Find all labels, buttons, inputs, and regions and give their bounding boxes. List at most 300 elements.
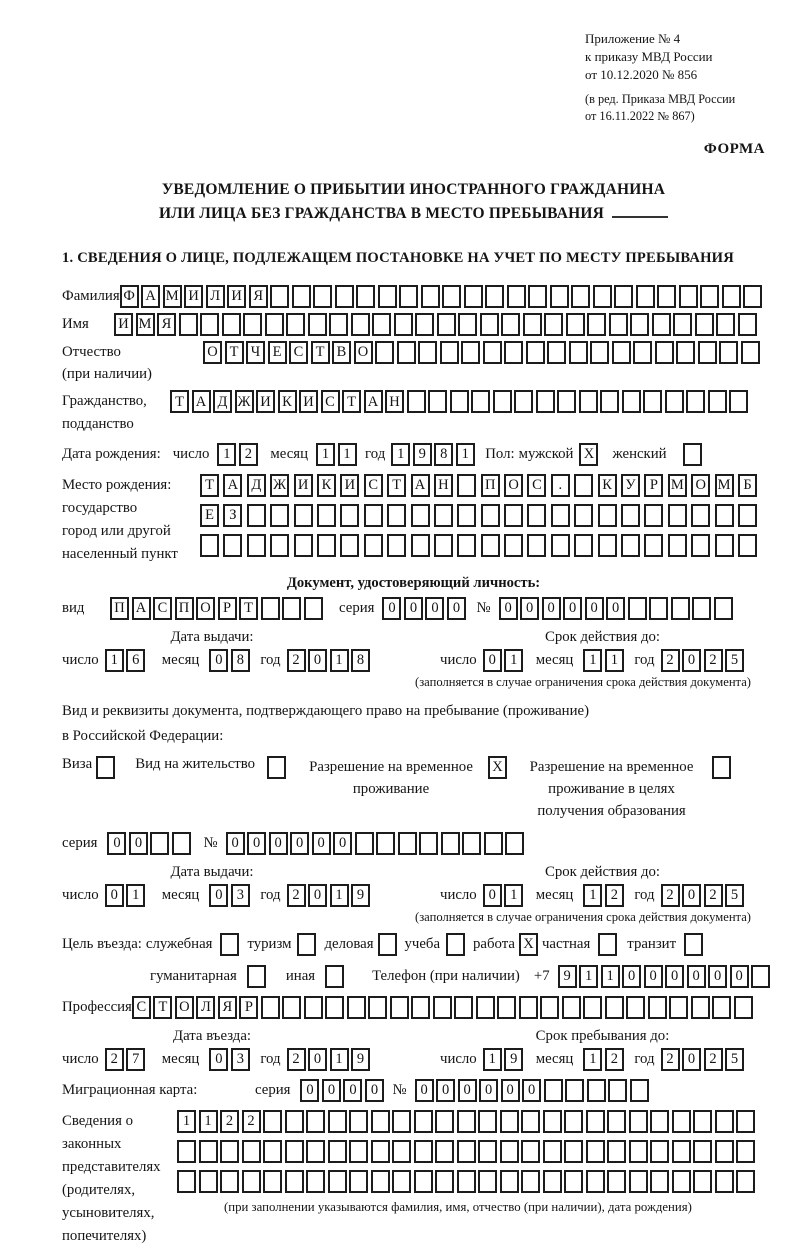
- char-cell[interactable]: [586, 1110, 605, 1133]
- char-cell[interactable]: [325, 996, 344, 1019]
- char-cell[interactable]: [392, 1170, 411, 1193]
- char-cell[interactable]: [523, 313, 542, 336]
- char-cell[interactable]: 0: [563, 597, 582, 620]
- char-cell[interactable]: 0: [425, 597, 444, 620]
- char-cell[interactable]: 0: [129, 832, 148, 855]
- char-cell[interactable]: С: [527, 474, 546, 497]
- char-cell[interactable]: П: [110, 597, 129, 620]
- char-cell[interactable]: [437, 313, 456, 336]
- char-cell[interactable]: 1: [483, 1048, 502, 1071]
- char-cell[interactable]: [414, 1140, 433, 1163]
- char-cell[interactable]: [328, 1140, 347, 1163]
- char-cell[interactable]: [263, 1140, 282, 1163]
- char-cell[interactable]: [247, 504, 266, 527]
- char-cell[interactable]: [375, 341, 394, 364]
- char-cell[interactable]: [419, 832, 438, 855]
- char-cell[interactable]: [356, 285, 375, 308]
- char-cell[interactable]: [411, 996, 430, 1019]
- purpose-work-checkbox[interactable]: X: [519, 933, 538, 956]
- char-cell[interactable]: [648, 996, 667, 1019]
- char-cell[interactable]: 2: [287, 884, 306, 907]
- char-cell[interactable]: 3: [231, 1048, 250, 1071]
- char-cell[interactable]: 0: [107, 832, 126, 855]
- char-cell[interactable]: [657, 285, 676, 308]
- char-cell[interactable]: [478, 1140, 497, 1163]
- char-cell[interactable]: [650, 1170, 669, 1193]
- char-cell[interactable]: 1: [391, 443, 410, 466]
- char-cell[interactable]: 2: [704, 884, 723, 907]
- char-cell[interactable]: [441, 832, 460, 855]
- char-cell[interactable]: О: [691, 474, 710, 497]
- char-cell[interactable]: О: [175, 996, 194, 1019]
- char-cell[interactable]: Я: [249, 285, 268, 308]
- char-cell[interactable]: [306, 1110, 325, 1133]
- purpose-study-checkbox[interactable]: [446, 933, 465, 956]
- char-cell[interactable]: 0: [644, 965, 663, 988]
- char-cell[interactable]: [736, 1110, 755, 1133]
- char-cell[interactable]: 0: [458, 1079, 477, 1102]
- char-cell[interactable]: [629, 1110, 648, 1133]
- char-cell[interactable]: [349, 1170, 368, 1193]
- char-cell[interactable]: [691, 534, 710, 557]
- char-cell[interactable]: [394, 313, 413, 336]
- char-cell[interactable]: 8: [434, 443, 453, 466]
- char-cell[interactable]: С: [153, 597, 172, 620]
- char-cell[interactable]: 0: [542, 597, 561, 620]
- char-cell[interactable]: 9: [504, 1048, 523, 1071]
- char-cell[interactable]: В: [332, 341, 351, 364]
- char-cell[interactable]: [655, 341, 674, 364]
- char-cell[interactable]: [669, 996, 688, 1019]
- char-cell[interactable]: [507, 285, 526, 308]
- char-cell[interactable]: Е: [268, 341, 287, 364]
- char-cell[interactable]: [544, 313, 563, 336]
- char-cell[interactable]: 9: [351, 1048, 370, 1071]
- char-cell[interactable]: 0: [343, 1079, 362, 1102]
- char-cell[interactable]: [551, 534, 570, 557]
- char-cell[interactable]: [527, 504, 546, 527]
- char-cell[interactable]: [476, 996, 495, 1019]
- sex-male-checkbox[interactable]: X: [579, 443, 598, 466]
- char-cell[interactable]: [150, 832, 169, 855]
- char-cell[interactable]: [480, 313, 499, 336]
- char-cell[interactable]: [543, 1140, 562, 1163]
- char-cell[interactable]: 0: [105, 884, 124, 907]
- char-cell[interactable]: [574, 534, 593, 557]
- char-cell[interactable]: [565, 1079, 584, 1102]
- char-cell[interactable]: П: [175, 597, 194, 620]
- char-cell[interactable]: Ф: [120, 285, 139, 308]
- char-cell[interactable]: [265, 313, 284, 336]
- char-cell[interactable]: А: [364, 390, 383, 413]
- char-cell[interactable]: [421, 285, 440, 308]
- char-cell[interactable]: К: [278, 390, 297, 413]
- char-cell[interactable]: 1: [105, 649, 124, 672]
- char-cell[interactable]: [630, 313, 649, 336]
- char-cell[interactable]: [199, 1170, 218, 1193]
- char-cell[interactable]: [440, 341, 459, 364]
- char-cell[interactable]: [294, 504, 313, 527]
- char-cell[interactable]: [676, 341, 695, 364]
- purpose-private-checkbox[interactable]: [598, 933, 617, 956]
- char-cell[interactable]: [415, 313, 434, 336]
- char-cell[interactable]: Т: [239, 597, 258, 620]
- char-cell[interactable]: [608, 1079, 627, 1102]
- char-cell[interactable]: 9: [558, 965, 577, 988]
- char-cell[interactable]: [544, 1079, 563, 1102]
- char-cell[interactable]: [371, 1110, 390, 1133]
- char-cell[interactable]: 2: [239, 443, 258, 466]
- char-cell[interactable]: [519, 996, 538, 1019]
- char-cell[interactable]: 0: [382, 597, 401, 620]
- char-cell[interactable]: [543, 1110, 562, 1133]
- char-cell[interactable]: 0: [333, 832, 352, 855]
- char-cell[interactable]: [371, 1140, 390, 1163]
- char-cell[interactable]: Ч: [246, 341, 265, 364]
- char-cell[interactable]: [622, 390, 641, 413]
- char-cell[interactable]: [736, 1140, 755, 1163]
- char-cell[interactable]: Т: [200, 474, 219, 497]
- char-cell[interactable]: [220, 1170, 239, 1193]
- char-cell[interactable]: [247, 534, 266, 557]
- char-cell[interactable]: [306, 1170, 325, 1193]
- char-cell[interactable]: 2: [661, 884, 680, 907]
- char-cell[interactable]: [261, 996, 280, 1019]
- char-cell[interactable]: 2: [242, 1110, 261, 1133]
- char-cell[interactable]: 1: [330, 649, 349, 672]
- char-cell[interactable]: [693, 1170, 712, 1193]
- char-cell[interactable]: 0: [483, 884, 502, 907]
- char-cell[interactable]: [734, 996, 753, 1019]
- char-cell[interactable]: [450, 390, 469, 413]
- char-cell[interactable]: [695, 313, 714, 336]
- char-cell[interactable]: [649, 597, 668, 620]
- char-cell[interactable]: [179, 313, 198, 336]
- char-cell[interactable]: [340, 534, 359, 557]
- char-cell[interactable]: 0: [708, 965, 727, 988]
- char-cell[interactable]: 0: [290, 832, 309, 855]
- char-cell[interactable]: [712, 996, 731, 1019]
- char-cell[interactable]: [411, 504, 430, 527]
- char-cell[interactable]: 0: [479, 1079, 498, 1102]
- char-cell[interactable]: И: [340, 474, 359, 497]
- char-cell[interactable]: [505, 832, 524, 855]
- char-cell[interactable]: [355, 832, 374, 855]
- char-cell[interactable]: 0: [682, 884, 701, 907]
- char-cell[interactable]: [722, 285, 741, 308]
- char-cell[interactable]: [378, 285, 397, 308]
- char-cell[interactable]: Л: [196, 996, 215, 1019]
- char-cell[interactable]: 1: [330, 884, 349, 907]
- char-cell[interactable]: 0: [665, 965, 684, 988]
- char-cell[interactable]: [317, 534, 336, 557]
- char-cell[interactable]: [390, 996, 409, 1019]
- char-cell[interactable]: М: [163, 285, 182, 308]
- char-cell[interactable]: [392, 1140, 411, 1163]
- char-cell[interactable]: А: [411, 474, 430, 497]
- char-cell[interactable]: [349, 1140, 368, 1163]
- char-cell[interactable]: [672, 1140, 691, 1163]
- char-cell[interactable]: [630, 1079, 649, 1102]
- char-cell[interactable]: 9: [351, 884, 370, 907]
- char-cell[interactable]: С: [364, 474, 383, 497]
- purpose-humanitarian-checkbox[interactable]: [247, 965, 266, 988]
- char-cell[interactable]: [313, 285, 332, 308]
- char-cell[interactable]: 0: [308, 1048, 327, 1071]
- char-cell[interactable]: Д: [213, 390, 232, 413]
- char-cell[interactable]: [270, 534, 289, 557]
- char-cell[interactable]: [434, 534, 453, 557]
- char-cell[interactable]: П: [481, 474, 500, 497]
- char-cell[interactable]: 0: [308, 884, 327, 907]
- residence-permit-checkbox[interactable]: [267, 756, 286, 779]
- char-cell[interactable]: [715, 534, 734, 557]
- char-cell[interactable]: [478, 1170, 497, 1193]
- char-cell[interactable]: [650, 1110, 669, 1133]
- char-cell[interactable]: [364, 504, 383, 527]
- char-cell[interactable]: 5: [725, 884, 744, 907]
- char-cell[interactable]: [457, 1110, 476, 1133]
- char-cell[interactable]: 2: [704, 649, 723, 672]
- char-cell[interactable]: 0: [436, 1079, 455, 1102]
- char-cell[interactable]: 1: [583, 1048, 602, 1071]
- char-cell[interactable]: А: [192, 390, 211, 413]
- char-cell[interactable]: 1: [605, 649, 624, 672]
- char-cell[interactable]: 1: [456, 443, 475, 466]
- char-cell[interactable]: [540, 996, 559, 1019]
- char-cell[interactable]: З: [223, 504, 242, 527]
- char-cell[interactable]: К: [598, 474, 617, 497]
- char-cell[interactable]: М: [136, 313, 155, 336]
- char-cell[interactable]: И: [256, 390, 275, 413]
- char-cell[interactable]: 0: [447, 597, 466, 620]
- sex-female-checkbox[interactable]: [683, 443, 702, 466]
- char-cell[interactable]: 5: [725, 649, 744, 672]
- char-cell[interactable]: [504, 341, 523, 364]
- purpose-business-checkbox[interactable]: [378, 933, 397, 956]
- char-cell[interactable]: [527, 534, 546, 557]
- char-cell[interactable]: [220, 1140, 239, 1163]
- char-cell[interactable]: 2: [287, 649, 306, 672]
- char-cell[interactable]: [407, 390, 426, 413]
- char-cell[interactable]: [691, 504, 710, 527]
- char-cell[interactable]: [590, 341, 609, 364]
- char-cell[interactable]: [501, 313, 520, 336]
- char-cell[interactable]: [497, 996, 516, 1019]
- char-cell[interactable]: [644, 534, 663, 557]
- char-cell[interactable]: С: [132, 996, 151, 1019]
- char-cell[interactable]: [629, 1170, 648, 1193]
- char-cell[interactable]: Б: [738, 474, 757, 497]
- char-cell[interactable]: [398, 832, 417, 855]
- char-cell[interactable]: [692, 597, 711, 620]
- char-cell[interactable]: И: [227, 285, 246, 308]
- char-cell[interactable]: [679, 285, 698, 308]
- char-cell[interactable]: 8: [231, 649, 250, 672]
- char-cell[interactable]: [593, 285, 612, 308]
- char-cell[interactable]: [564, 1170, 583, 1193]
- char-cell[interactable]: [461, 341, 480, 364]
- char-cell[interactable]: О: [196, 597, 215, 620]
- char-cell[interactable]: [543, 1170, 562, 1193]
- char-cell[interactable]: 6: [126, 649, 145, 672]
- char-cell[interactable]: 2: [605, 1048, 624, 1071]
- char-cell[interactable]: 2: [704, 1048, 723, 1071]
- char-cell[interactable]: [387, 504, 406, 527]
- char-cell[interactable]: [504, 534, 523, 557]
- char-cell[interactable]: [598, 504, 617, 527]
- char-cell[interactable]: [457, 474, 476, 497]
- char-cell[interactable]: [349, 1110, 368, 1133]
- char-cell[interactable]: [650, 1140, 669, 1163]
- char-cell[interactable]: [693, 1110, 712, 1133]
- char-cell[interactable]: [564, 1140, 583, 1163]
- char-cell[interactable]: [574, 474, 593, 497]
- char-cell[interactable]: 1: [217, 443, 236, 466]
- char-cell[interactable]: Ж: [235, 390, 254, 413]
- char-cell[interactable]: [223, 534, 242, 557]
- char-cell[interactable]: [621, 504, 640, 527]
- char-cell[interactable]: 2: [287, 1048, 306, 1071]
- char-cell[interactable]: [200, 313, 219, 336]
- char-cell[interactable]: [261, 597, 280, 620]
- char-cell[interactable]: [270, 285, 289, 308]
- char-cell[interactable]: Т: [225, 341, 244, 364]
- char-cell[interactable]: 0: [622, 965, 641, 988]
- char-cell[interactable]: [392, 1110, 411, 1133]
- char-cell[interactable]: [177, 1170, 196, 1193]
- char-cell[interactable]: 2: [605, 884, 624, 907]
- char-cell[interactable]: [514, 390, 533, 413]
- char-cell[interactable]: [633, 341, 652, 364]
- char-cell[interactable]: [414, 1170, 433, 1193]
- char-cell[interactable]: [521, 1140, 540, 1163]
- char-cell[interactable]: [347, 996, 366, 1019]
- char-cell[interactable]: [172, 832, 191, 855]
- char-cell[interactable]: Л: [206, 285, 225, 308]
- char-cell[interactable]: 0: [404, 597, 423, 620]
- char-cell[interactable]: [282, 996, 301, 1019]
- char-cell[interactable]: 0: [499, 597, 518, 620]
- char-cell[interactable]: 0: [365, 1079, 384, 1102]
- char-cell[interactable]: [457, 1140, 476, 1163]
- char-cell[interactable]: [364, 534, 383, 557]
- char-cell[interactable]: [672, 1170, 691, 1193]
- char-cell[interactable]: [335, 285, 354, 308]
- char-cell[interactable]: [551, 504, 570, 527]
- char-cell[interactable]: 1: [316, 443, 335, 466]
- char-cell[interactable]: 0: [682, 649, 701, 672]
- char-cell[interactable]: [285, 1170, 304, 1193]
- purpose-official-checkbox[interactable]: [220, 933, 239, 956]
- char-cell[interactable]: 2: [105, 1048, 124, 1071]
- char-cell[interactable]: [435, 1140, 454, 1163]
- temp-residence-checkbox[interactable]: X: [488, 756, 507, 779]
- char-cell[interactable]: 1: [504, 884, 523, 907]
- char-cell[interactable]: [282, 597, 301, 620]
- char-cell[interactable]: [397, 341, 416, 364]
- char-cell[interactable]: [566, 313, 585, 336]
- char-cell[interactable]: [292, 285, 311, 308]
- char-cell[interactable]: [457, 1170, 476, 1193]
- char-cell[interactable]: [708, 390, 727, 413]
- char-cell[interactable]: [673, 313, 692, 336]
- char-cell[interactable]: Я: [218, 996, 237, 1019]
- char-cell[interactable]: Ж: [270, 474, 289, 497]
- char-cell[interactable]: [521, 1110, 540, 1133]
- char-cell[interactable]: А: [132, 597, 151, 620]
- char-cell[interactable]: [478, 1110, 497, 1133]
- char-cell[interactable]: [715, 1140, 734, 1163]
- char-cell[interactable]: [306, 1140, 325, 1163]
- char-cell[interactable]: [462, 832, 481, 855]
- char-cell[interactable]: 5: [725, 1048, 744, 1071]
- char-cell[interactable]: 2: [220, 1110, 239, 1133]
- char-cell[interactable]: [736, 1170, 755, 1193]
- char-cell[interactable]: 0: [209, 1048, 228, 1071]
- char-cell[interactable]: 1: [504, 649, 523, 672]
- char-cell[interactable]: 0: [687, 965, 706, 988]
- temp-residence-education-checkbox[interactable]: [712, 756, 731, 779]
- char-cell[interactable]: [371, 1170, 390, 1193]
- char-cell[interactable]: [199, 1140, 218, 1163]
- char-cell[interactable]: А: [223, 474, 242, 497]
- char-cell[interactable]: [741, 341, 760, 364]
- purpose-transit-checkbox[interactable]: [684, 933, 703, 956]
- char-cell[interactable]: 0: [606, 597, 625, 620]
- char-cell[interactable]: Р: [239, 996, 258, 1019]
- char-cell[interactable]: Т: [387, 474, 406, 497]
- char-cell[interactable]: О: [203, 341, 222, 364]
- char-cell[interactable]: [442, 285, 461, 308]
- char-cell[interactable]: М: [668, 474, 687, 497]
- char-cell[interactable]: [435, 1170, 454, 1193]
- char-cell[interactable]: 9: [413, 443, 432, 466]
- char-cell[interactable]: 0: [209, 884, 228, 907]
- char-cell[interactable]: 2: [661, 649, 680, 672]
- char-cell[interactable]: [414, 1110, 433, 1133]
- char-cell[interactable]: 0: [415, 1079, 434, 1102]
- char-cell[interactable]: [621, 534, 640, 557]
- char-cell[interactable]: 8: [351, 649, 370, 672]
- char-cell[interactable]: [600, 390, 619, 413]
- char-cell[interactable]: Т: [311, 341, 330, 364]
- char-cell[interactable]: [628, 597, 647, 620]
- char-cell[interactable]: [500, 1110, 519, 1133]
- char-cell[interactable]: Н: [385, 390, 404, 413]
- char-cell[interactable]: [483, 341, 502, 364]
- char-cell[interactable]: [481, 534, 500, 557]
- char-cell[interactable]: [564, 1110, 583, 1133]
- char-cell[interactable]: [698, 341, 717, 364]
- char-cell[interactable]: [587, 1079, 606, 1102]
- char-cell[interactable]: [435, 1110, 454, 1133]
- char-cell[interactable]: Т: [153, 996, 172, 1019]
- char-cell[interactable]: Я: [157, 313, 176, 336]
- char-cell[interactable]: Т: [342, 390, 361, 413]
- char-cell[interactable]: [652, 313, 671, 336]
- char-cell[interactable]: [719, 341, 738, 364]
- char-cell[interactable]: [571, 285, 590, 308]
- char-cell[interactable]: 0: [322, 1079, 341, 1102]
- char-cell[interactable]: [376, 832, 395, 855]
- purpose-tourism-checkbox[interactable]: [297, 933, 316, 956]
- char-cell[interactable]: [547, 341, 566, 364]
- char-cell[interactable]: [636, 285, 655, 308]
- char-cell[interactable]: [458, 313, 477, 336]
- char-cell[interactable]: [457, 534, 476, 557]
- char-cell[interactable]: [738, 534, 757, 557]
